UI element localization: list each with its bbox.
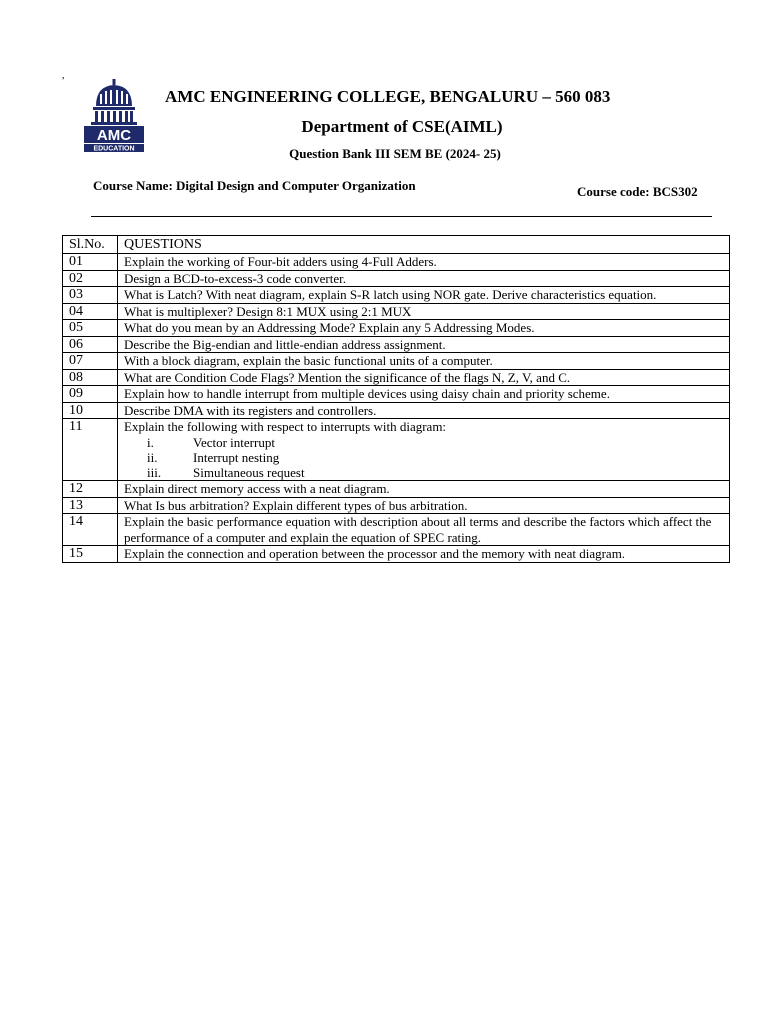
sub-question-text: Interrupt nesting — [193, 449, 280, 465]
table-row — [63, 336, 730, 353]
question-text: Explain the connection and operation between the processor and the memory with neat diagram. — [124, 546, 626, 562]
question-text: Explain how to handle interrupt from multiple devices using daisy chain and priority scheme. — [124, 386, 610, 401]
header-slno: Sl.No. — [63, 236, 118, 254]
question-text: Describe the Big-endian and little-endian address assignment. — [124, 336, 446, 352]
question-table — [62, 235, 730, 563]
table-row — [63, 254, 730, 271]
sub-question — [124, 465, 723, 480]
table-header-row — [63, 236, 730, 254]
question-text: What do you mean by an Addressing Mode? Explain any 5 Addressing Modes. — [124, 320, 535, 335]
stray-mark: , — [62, 70, 65, 81]
table-row — [63, 514, 730, 546]
college-name: AMC ENGINEERING COLLEGE, BENGALURU – 560 083 — [165, 87, 611, 106]
row-question-cell — [118, 287, 730, 304]
question-text: What are Condition Code Flags? Mention the significance of the flags N, Z, V, and C. — [124, 369, 571, 385]
table-row — [63, 497, 730, 514]
row-question-cell — [118, 386, 730, 403]
row-question-cell — [118, 270, 730, 287]
amc-logo — [82, 78, 146, 153]
row-serial-number: 10 — [63, 402, 118, 419]
table-row — [63, 353, 730, 370]
row-question-cell — [118, 514, 730, 546]
row-serial-number: 08 — [63, 369, 118, 386]
row-serial-number: 11 — [63, 419, 118, 481]
question-text: Explain the working of Four-bit adders using 4-Full Adders. — [124, 254, 437, 269]
sub-question-numeral: ii. — [147, 449, 158, 465]
row-question-cell — [118, 303, 730, 320]
row-serial-number: 14 — [63, 514, 118, 546]
row-serial-number: 01 — [63, 254, 118, 271]
table-row — [63, 369, 730, 386]
sub-question-text: Simultaneous request — [193, 465, 305, 481]
header-divider — [91, 216, 712, 217]
logo-text: AMC — [96, 127, 132, 144]
logo-subtext: EDUCATION — [93, 145, 135, 153]
sub-question-text: Vector interrupt — [193, 434, 275, 450]
table-row — [63, 320, 730, 337]
sub-question-numeral: i. — [147, 434, 154, 450]
row-question-cell — [118, 546, 730, 563]
question-text: What is Latch? With neat diagram, explain S-R latch using NOR gate. Derive characteristics equation. — [124, 287, 657, 302]
table-row — [63, 386, 730, 403]
row-serial-number: 13 — [63, 497, 118, 514]
row-question-cell — [118, 369, 730, 386]
table-row — [63, 287, 730, 304]
row-serial-number: 02 — [63, 270, 118, 287]
question-text: With a block diagram, explain the basic functional units of a computer. — [124, 353, 493, 368]
question-text: Describe DMA with its registers and controllers. — [124, 402, 377, 418]
question-text: Explain the following with respect to interrupts with diagram: — [124, 419, 447, 434]
row-question-cell — [118, 320, 730, 337]
question-text: What Is bus arbitration? Explain different types of bus arbitration. — [124, 497, 468, 513]
question-bank-title: Question Bank III SEM BE (2024- 25) — [289, 146, 501, 161]
row-question-cell — [118, 497, 730, 514]
table-row — [63, 419, 730, 481]
row-serial-number: 15 — [63, 546, 118, 563]
row-question-cell — [118, 336, 730, 353]
department-name: Department of CSE(AIML) — [301, 117, 503, 136]
row-serial-number: 07 — [63, 353, 118, 370]
row-question-cell — [118, 481, 730, 498]
question-text: What is multiplexer? Design 8:1 MUX using 2:1 MUX — [124, 303, 412, 319]
sub-question-numeral: iii. — [147, 465, 162, 481]
row-serial-number: 05 — [63, 320, 118, 337]
table-row — [63, 481, 730, 498]
row-question-cell — [118, 402, 730, 419]
row-serial-number: 04 — [63, 303, 118, 320]
course-name: Course Name: Digital Design and Computer Organization — [93, 178, 416, 193]
table-row — [63, 402, 730, 419]
question-text: Explain direct memory access with a neat diagram. — [124, 481, 390, 497]
row-serial-number: 09 — [63, 386, 118, 403]
sub-question — [124, 435, 723, 450]
question-text: Design a BCD-to-excess-3 code converter. — [124, 270, 347, 286]
row-question-cell — [118, 353, 730, 370]
table-row — [63, 546, 730, 563]
sub-question — [124, 450, 723, 465]
row-serial-number: 03 — [63, 287, 118, 304]
table-row — [63, 270, 730, 287]
row-question-cell — [118, 419, 730, 481]
row-serial-number: 12 — [63, 481, 118, 498]
table-row — [63, 303, 730, 320]
row-question-cell — [118, 254, 730, 271]
header-questions: QUESTIONS — [118, 236, 730, 254]
course-code: Course code: BCS302 — [577, 184, 698, 199]
question-text: Explain the basic performance equation with description about all terms and describe the factors which affect the performance of a computer and explain the equation of SPEC rating. — [124, 514, 712, 545]
row-serial-number: 06 — [63, 336, 118, 353]
